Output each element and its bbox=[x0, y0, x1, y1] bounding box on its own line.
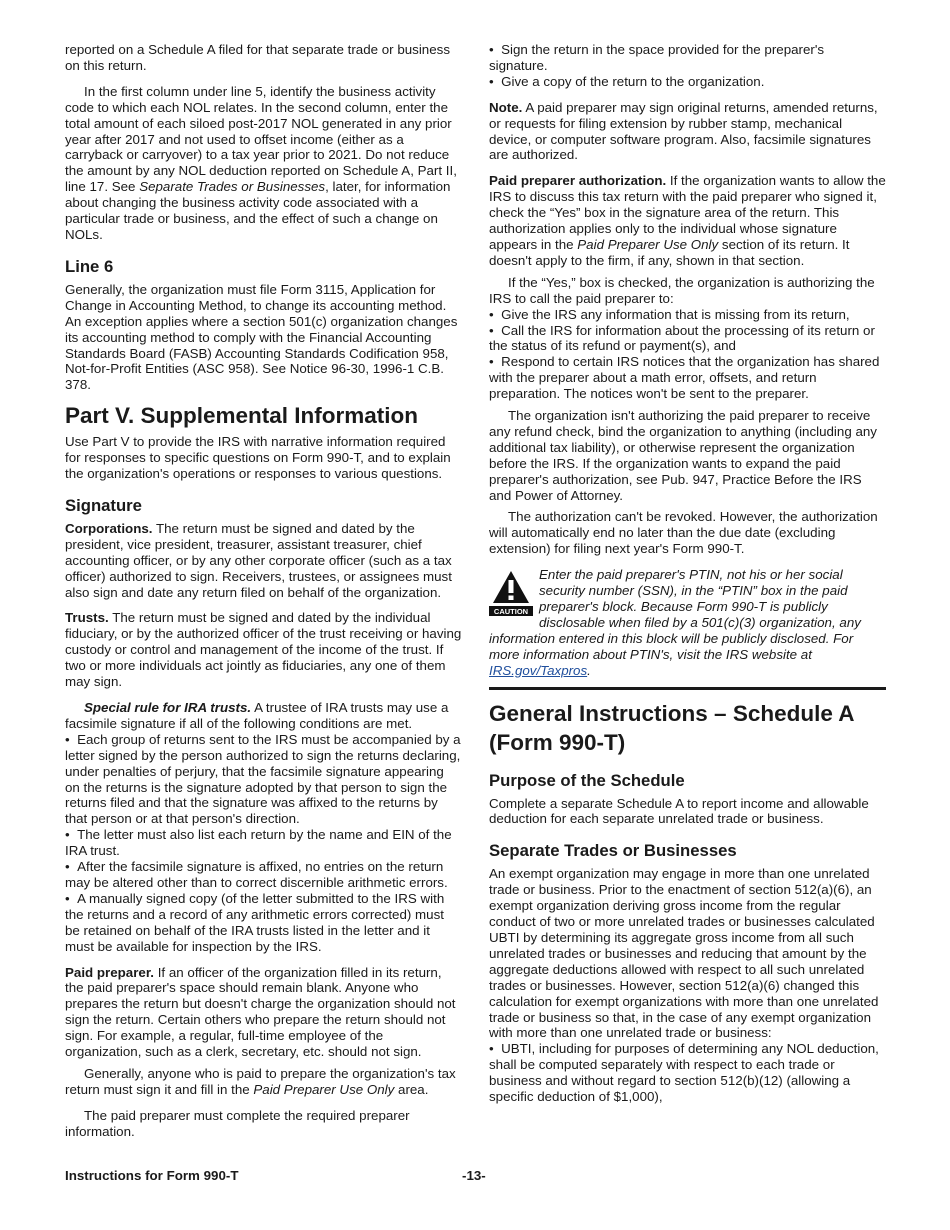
paragraph-not-authorizing: The organization isn't authorizing the paid preparer to receive any refund check, bind the organization to anything (including any additional tax liability), or otherwise represent the organization before the IRS. If the organization wants to expand the paid preparer's authorization, see Pub. 947, Practice Before the IRS and Power of Attorney. bbox=[489, 408, 877, 503]
paragraph-paid-preparer: Paid preparer. If an officer of the organization filled in its return, the paid preparer's space should remain blank. Anyone who prepares the return but doesn't charge the organization should not sign the return. Certain others who prepare the return should not sign. For example, a regular, full-time employee of the organization, such as a clerk, secretary, etc. should not sign. bbox=[65, 964, 456, 1060]
heading-separate-trades: Separate Trades or Businesses bbox=[489, 841, 737, 861]
paragraph-trusts: Trusts. The return must be signed and dated by the individual fiduciary, or by the authorized officer of the trust receiving or having custody or control and management of the income of the trust. If two or more individuals act jointly as fiduciaries, any one of them may sign. bbox=[65, 610, 462, 690]
paragraph-ira-trusts: Special rule for IRA trusts. A trustee of IRA trusts may use a facsimile signature if all of the following conditions are met. bbox=[65, 700, 449, 731]
paragraph-corporations: Corporations. The return must be signed and dated by the president, vice president, treasurer, assistant treasurer, chief accounting officer, or by any other corporate officer (such as a tax officer) authorized to sign. Receivers, trustees, or assignees must also sign and date any return filed on behalf of the organization. bbox=[65, 520, 452, 600]
paragraph-generally: Generally, anyone who is paid to prepare the organization's tax return must sign it and fill in the Paid Preparer Use Only area. bbox=[65, 1065, 456, 1097]
left-column bbox=[65, 42, 462, 1150]
paragraph-revoke: The authorization can't be revoked. However, the authorization will automatically end no later than the due date (excluding extension) for filing next year's Form 990-T. bbox=[489, 509, 878, 557]
heading-signature: Signature bbox=[65, 495, 142, 515]
irs-taxpros-link[interactable]: IRS.gov/Taxpros bbox=[489, 662, 588, 678]
paragraph-first-column: In the first column under line 5, identify the business activity code to which each NOL relates. In the second column, enter the total amount of each siloed post-2017 NOL generated in any prior year after 2017 and not used to offset income (either as a carryback or carryover) to a tax year prior to 2021. Do not reduce the amount by any NOL deduction reported on Schedule A, Part II, line 17. See Separate Trades or Businesses, later, for information about changing the business activity code associated with a particular trade or business, and the effect of such a change on NOLs. bbox=[65, 83, 457, 242]
list-item: • Give the IRS any information that is missing from its return, bbox=[489, 307, 886, 323]
paragraph-separate-trades: An exempt organization may engage in more than one unrelated trade or business. Prior to the enactment of section 512(a)(6), an exempt organization deriving gross income from the regular conduct of two or more unrelated trades or businesses calculated UBTI by determining its aggregate gross income from all such unrelated trades or businesses and reducing that amount by the aggregate deductions allowed with respect to all such unrelated trades or businesses. However, section 512(a)(6) changed this calculation for exempt organizations with more than one unrelated trade or business so that, in the case of any exempt organization with more than one unrelated trade or business: bbox=[489, 866, 879, 1041]
section-divider bbox=[489, 687, 886, 690]
list-item: • Respond to certain IRS notices that the organization has shared with the preparer about a math error, offsets, and return preparation. The notices won't be sent to the preparer. bbox=[489, 354, 886, 402]
paragraph-purpose: Complete a separate Schedule A to report income and allowable deduction for each separate unrelated trade or business. bbox=[489, 795, 869, 827]
caution-label: CAUTION bbox=[493, 607, 529, 617]
page-number: -13- bbox=[462, 1168, 486, 1183]
caution-text: Enter the paid preparer's PTIN, not his or her social security number (SSN), in the “PTIN” box in the paid preparer's block. Because Form 990-T is publicly disclosable when filed by a 501(c)(3) organization, any information entered in this block will be publicly disclosed. For more information about PTIN's, visit the IRS website at IRS.gov/Taxpros. bbox=[489, 567, 861, 678]
caution-block bbox=[489, 567, 886, 678]
paragraph-continued: reported on a Schedule A filed for that separate trade or business on this return. bbox=[65, 42, 450, 73]
heading-general-instructions: General Instructions – Schedule A (Form 990-T) bbox=[489, 700, 854, 755]
list-item: • After the facsimile signature is affixed, no entries on the return may be altered other than to correct discernible arithmetic errors. bbox=[65, 859, 462, 891]
heading-purpose: Purpose of the Schedule bbox=[489, 770, 685, 790]
heading-part-v: Part V. Supplemental Information bbox=[65, 403, 418, 429]
list-item: • The letter must also list each return by the name and EIN of the IRA trust. bbox=[65, 827, 462, 859]
footer-title: Instructions for Form 990-T bbox=[65, 1168, 239, 1183]
list-item: • Give a copy of the return to the organization. bbox=[489, 74, 886, 90]
paragraph-part-v: Use Part V to provide the IRS with narrative information required for responses to specific questions on Form 990-T, and to explain the organization's operations or responses to various questions. bbox=[65, 434, 451, 482]
list-item: • Sign the return in the space provided for the preparer's signature. bbox=[489, 42, 886, 74]
paragraph-preparer-authorization: Paid preparer authorization. If the organization wants to allow the IRS to discuss this tax return with the paid preparer who signed it, check the “Yes” box in the signature area of the return. This authorization applies only to the individual whose signature appears in the Paid Preparer Use Only section of its return. It doesn't apply to the firm, if any, shown in that section. bbox=[489, 173, 886, 268]
list-item: • Each group of returns sent to the IRS must be accompanied by a letter signed by the person authorized to sign the returns declaring, under penalties of perjury, that the facsimile signature appearing on the returns is the signature adopted by that person to sign the returns filed and that the signature was affixed to the returns by that person or at that person's direction. bbox=[65, 732, 462, 827]
paragraph-yes-box: If the “Yes,” box is checked, the organization is authorizing the IRS to call the paid preparer to: bbox=[489, 274, 875, 306]
list-item: • UBTI, including for purposes of determining any NOL deduction, shall be computed separately with respect to each trade or business and without regard to section 512(b)(12) (allowing a specific deduction of $1,000), bbox=[489, 1041, 886, 1105]
paragraph-note: Note. A paid preparer may sign original returns, amended returns, or requests for filing extension by rubber stamp, mechanical device, or computer software program. Also, facsimile signatures are authorized. bbox=[489, 99, 878, 163]
right-column bbox=[489, 42, 886, 1105]
list-item: • A manually signed copy (of the letter submitted to the IRS with the returns and a record of any arithmetic errors corrected) must be retained on behalf of the IRA trusts listed in the letter and it must be available for inspection by the IRS. bbox=[65, 891, 462, 955]
heading-line-6: Line 6 bbox=[65, 256, 114, 276]
paragraph-line-6: Generally, the organization must file Form 3115, Application for Change in Accounting Method, to change its accounting method. An exception applies where a section 501(c) organization changes its accounting method to comply with the Financial Accounting Standards Board (FASB) Accounting Standards Codification 958, Not-for-Profit Entities (ASC 958). See Notice 96-30, 1996-1 C.B. 378. bbox=[65, 281, 458, 393]
caution-icon bbox=[489, 569, 533, 617]
paragraph-preparer-complete: The paid preparer must complete the required preparer information. bbox=[65, 1107, 410, 1139]
list-item: • Call the IRS for information about the processing of its return or the status of its refund or payment(s), and bbox=[489, 323, 886, 355]
